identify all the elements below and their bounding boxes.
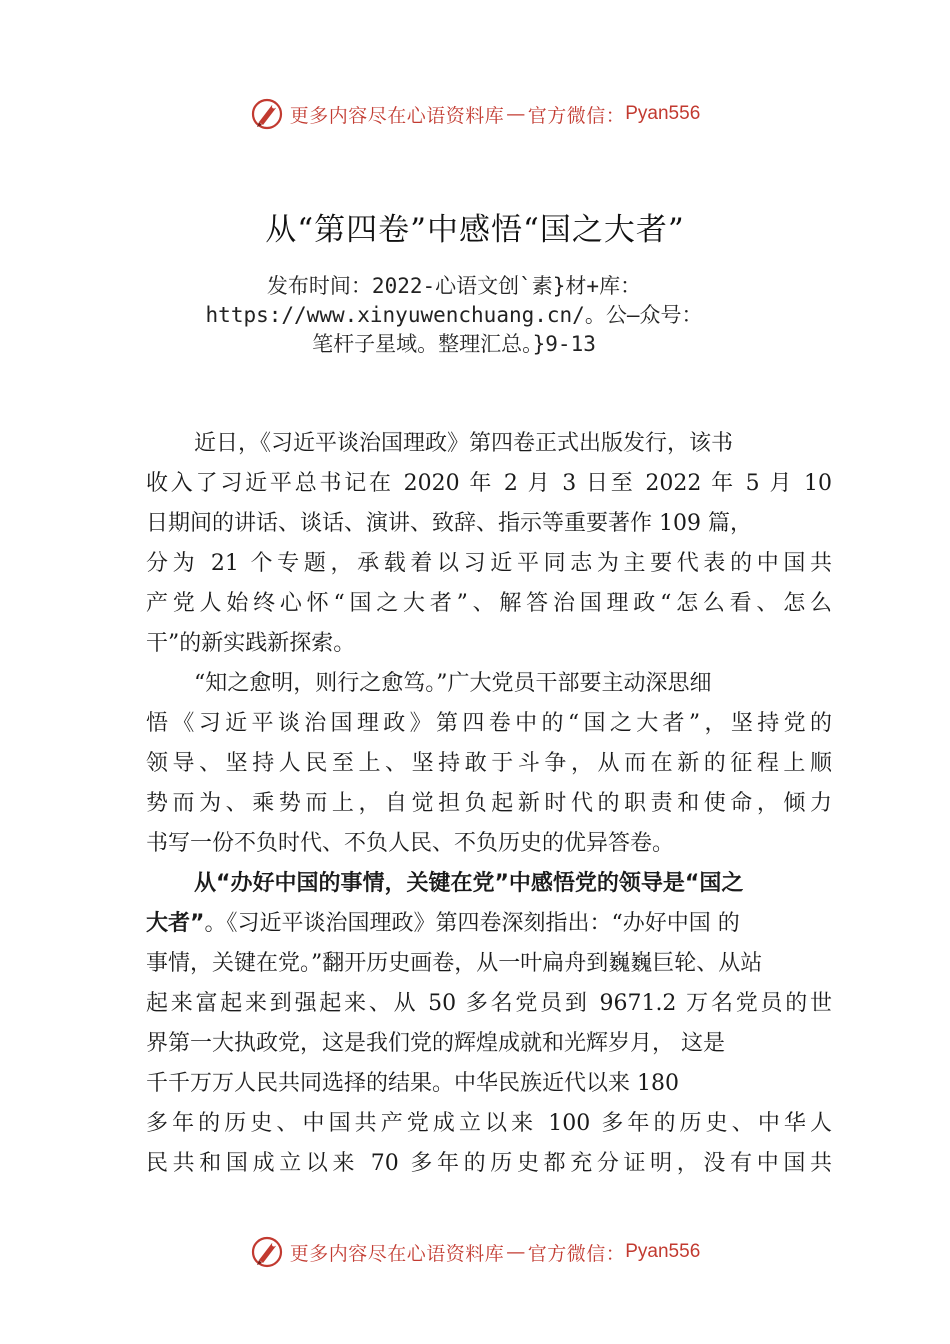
banner-dash: —	[506, 103, 526, 125]
paragraph-line: 产党人始终心怀“国之大者”、解答治国理政“怎么看、怎么	[146, 591, 832, 616]
footer-banner	[0, 1232, 950, 1272]
publish-meta	[0, 272, 908, 359]
paragraph-line: 领导、坚持人民至上、坚持敢于斗争，从而在新的征程上顺	[146, 751, 832, 776]
paragraph-line: 收入了习近平总书记在 2020 年 2 月 3 日至 2022 年 5 月 10	[146, 471, 832, 496]
meta-line: 笔杆子星域。整理汇总。}9-13	[312, 332, 596, 356]
banner-dash: —	[506, 1241, 526, 1263]
banner-wechat-label: 官方微信：	[527, 1242, 626, 1265]
paragraph-line: 分为 21 个专题，承载着以习近平同志为主要代表的中国共	[146, 551, 832, 576]
pen-logo-icon	[250, 1235, 284, 1269]
paragraph-line: “知之愈明，则行之愈笃。”广大党员干部要主动深思细	[194, 671, 712, 696]
paragraph-line: 民共和国成立以来 70 多年的历史都充分证明，没有中国共	[146, 1151, 832, 1176]
paragraph-line	[146, 904, 832, 944]
paragraph-line: 千千万万人民共同选择的结果。中华民族近代以来 180	[146, 1071, 679, 1096]
paragraph-line: 近日，《习近平谈治国理政》第四卷正式出版发行，该书	[194, 431, 734, 456]
document-title: 从“第四卷”中感悟“国之大者”	[265, 212, 685, 248]
paragraph-line: 日期间的讲话、谈话、演讲、致辞、指示等重要著作 109 篇，	[146, 511, 752, 536]
paragraph-line: 多年的历史、中国共产党成立以来 100 多年的历史、中华人	[146, 1111, 832, 1136]
banner-wechat-id: Pyan556	[625, 103, 701, 124]
banner-text: 更多内容尽在心语资料库	[289, 104, 505, 127]
paragraph-line: 干”的新实践新探索。	[146, 631, 356, 656]
banner-wechat-label: 官方微信：	[527, 104, 626, 127]
banner-wechat-id: Pyan556	[625, 1241, 701, 1262]
pen-logo-icon	[250, 97, 284, 131]
section-heading-line: 从“办好中国的事情，关键在党”中感悟党的领导是“国之	[194, 871, 744, 896]
paragraph-text: 。《习近平谈治国理政》第四卷深刻指出：“办好中国 的	[204, 911, 740, 936]
paragraph-line: 界第一大执政党，这是我们党的辉煌成就和光辉岁月， 这是	[146, 1031, 725, 1056]
article-body	[146, 424, 832, 1184]
banner-text: 更多内容尽在心语资料库	[289, 1242, 505, 1265]
paragraph-line: 事情，关键在党。”翻开历史画卷，从一叶扁舟到巍巍巨轮、从站	[146, 951, 763, 976]
section-heading-end: 大者”	[146, 911, 205, 936]
meta-line: 发布时间：2022-心语文创`素}材+库：	[266, 274, 642, 298]
meta-line: https://www.xinyuwenchuang.cn/。公—众号：	[205, 303, 703, 327]
paragraph-line: 起来富起来到强起来、从 50 多名党员到 9671.2 万名党员的世	[146, 991, 832, 1016]
paragraph-line: 势而为、乘势而上，自觉担负起新时代的职责和使命，倾力	[146, 791, 832, 816]
paragraph-line: 悟《习近平谈治国理政》第四卷中的“国之大者”，坚持党的	[146, 711, 832, 736]
paragraph-line: 书写一份不负时代、不负人民、不负历史的优异答卷。	[146, 831, 675, 856]
header-banner	[0, 94, 950, 134]
